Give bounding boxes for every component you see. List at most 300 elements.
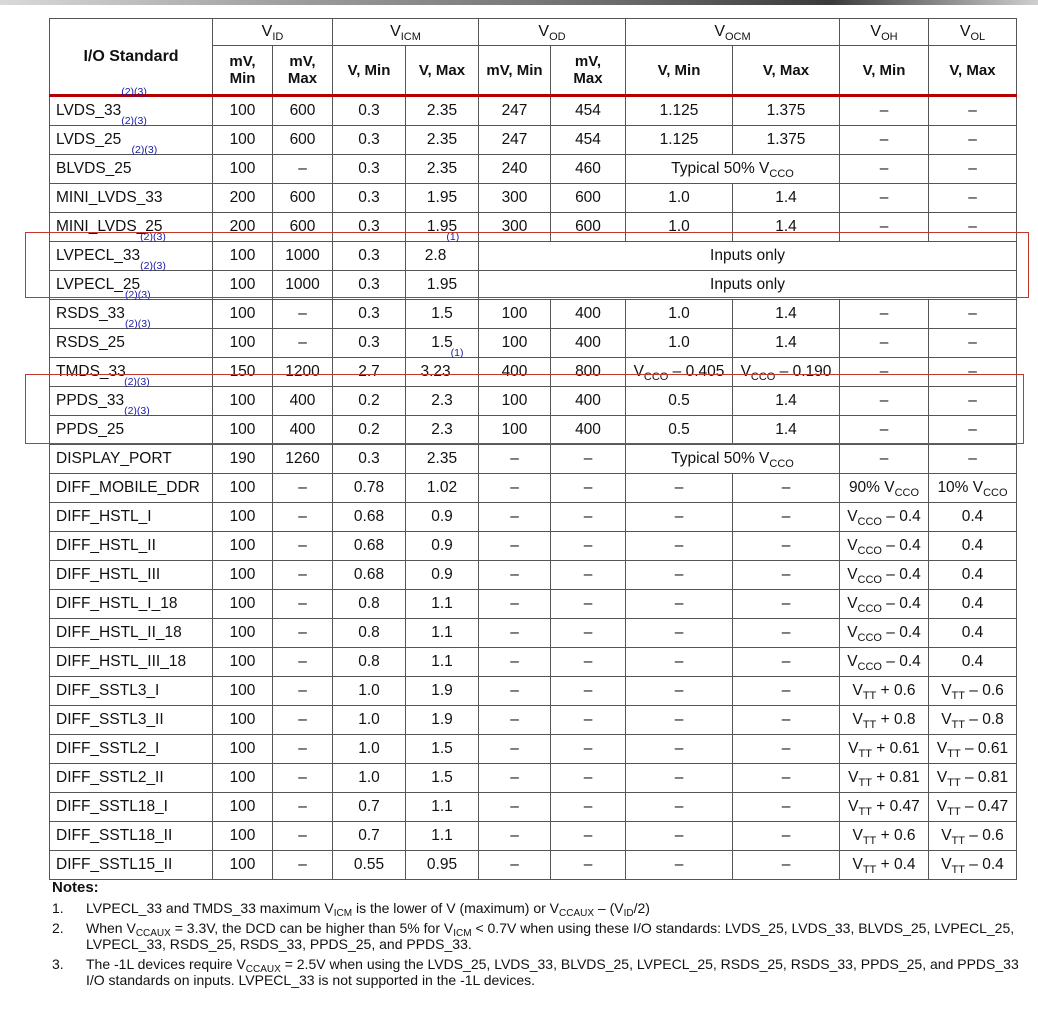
vod-min-cell-value: 247	[501, 131, 528, 148]
io-standard-cell	[50, 532, 213, 561]
voh-min-cell	[840, 184, 929, 213]
vid-max-cell-value: –	[298, 160, 307, 177]
io-standard-cell	[50, 144, 213, 184]
vid-min-cell-value: 100	[229, 740, 256, 757]
vid-max-cell-value: –	[298, 537, 307, 554]
vicm-max-cell-value: 2.35	[426, 102, 458, 119]
vod-max-cell	[551, 300, 626, 329]
vid-min-cell	[213, 300, 273, 329]
vol-max-cell-base: V	[941, 682, 952, 699]
vid-max-cell	[273, 474, 333, 503]
vid-min-cell-value: 100	[229, 247, 256, 264]
vicm-max-cell-value: 1.5	[431, 740, 453, 757]
vocm-span-cell	[626, 155, 840, 184]
vocm-max-cell-value: –	[781, 566, 791, 583]
vocm-max-cell-value: –	[781, 682, 791, 699]
vod-max-cell-value: –	[583, 827, 593, 844]
vod-min-cell-value: –	[510, 740, 519, 757]
vid-max-cell	[273, 416, 333, 445]
vocm-max-cell	[733, 184, 840, 213]
header-vod-max: mV, Max	[551, 46, 626, 96]
vol-max-cell-value: –	[968, 421, 977, 438]
vicm-min-cell-value: 1.0	[358, 711, 380, 728]
vicm-max-cell	[406, 503, 479, 532]
voh-min-cell-subscript: CCO	[857, 516, 882, 528]
vid-min-cell-value: 100	[229, 856, 256, 873]
vod-max-cell	[551, 851, 626, 880]
vod-min-cell	[479, 155, 551, 184]
vid-max-cell-value: –	[298, 740, 307, 757]
vod-min-cell-value: 400	[501, 363, 528, 380]
vod-max-cell-value: –	[583, 856, 593, 873]
vicm-min-cell	[333, 474, 406, 503]
vicm-min-cell-value: 0.8	[358, 595, 380, 612]
voh-min-cell-base: V	[848, 740, 859, 757]
vid-min-cell-value: 100	[229, 595, 256, 612]
vicm-max-cell	[406, 347, 479, 387]
vocm-min-cell-value: –	[674, 711, 684, 728]
voh-min-cell-subscript: CCO	[857, 545, 882, 557]
vocm-max-cell	[733, 619, 840, 648]
vid-max-cell-value: –	[298, 682, 307, 699]
vicm-min-cell-value: 0.3	[358, 305, 380, 322]
vol-max-cell	[929, 677, 1017, 706]
vid-max-cell-value: –	[298, 334, 307, 351]
voh-min-cell	[840, 416, 929, 445]
vol-max-cell	[929, 735, 1017, 764]
vid-max-cell	[273, 764, 333, 793]
vod-min-cell-value: 100	[501, 421, 528, 438]
vol-max-cell	[929, 213, 1017, 242]
vid-max-cell-value: –	[298, 595, 307, 612]
voh-min-cell	[840, 387, 929, 416]
voh-min-cell-base: V	[847, 595, 858, 612]
voh-min-cell-tail: – 0.4	[882, 537, 921, 554]
table-row	[50, 735, 1017, 764]
vod-max-cell	[551, 648, 626, 677]
vod-max-cell	[551, 155, 626, 184]
note-subscript: CCAUX	[135, 928, 171, 939]
vicm-max-cell-value: 2.3	[431, 421, 453, 438]
vicm-max-cell-value: 1.1	[431, 653, 453, 670]
note-text-run: = 2.5V when using the LVDS_25, LVDS_33, BLVDS_25, LVPECL_25, RSDS_25, RSDS_33, PPDS_25, and PPDS_33 I/O standards on inputs. LVPECL_33 is not supported in the -1L devices.	[86, 956, 1019, 988]
vid-max-cell-value: –	[298, 827, 307, 844]
vicm-max-cell	[406, 329, 479, 358]
vid-min-cell	[213, 677, 273, 706]
io-standard-name: PPDS_33	[56, 392, 125, 409]
vicm-min-cell	[333, 416, 406, 445]
table-row	[50, 155, 1017, 184]
vocm-max-cell-value: –	[781, 624, 791, 641]
vocm-min-cell	[626, 387, 733, 416]
io-standard-name: MINI_LVDS_33	[56, 189, 163, 206]
vol-max-cell-base: V	[936, 798, 948, 815]
vod-max-cell-value: 400	[575, 334, 601, 351]
io-standard-name: DIFF_SSTL2_II	[56, 769, 164, 786]
vod-min-cell-value: 300	[501, 218, 528, 235]
voh-min-cell-value: –	[879, 392, 889, 409]
vocm-min-cell-value: 1.0	[668, 334, 690, 351]
vol-max-cell-value: 0.4	[961, 653, 984, 670]
vid-max-cell	[273, 242, 333, 271]
vid-min-cell-value: 100	[229, 769, 256, 786]
vicm-min-cell	[333, 213, 406, 242]
vid-max-cell	[273, 358, 333, 387]
table-row	[50, 532, 1017, 561]
vicm-min-cell	[333, 735, 406, 764]
header-vid-max: mV, Max	[273, 46, 333, 96]
vid-max-cell-value: –	[298, 479, 307, 496]
vol-max-cell	[929, 96, 1017, 126]
vol-max-cell	[929, 445, 1017, 474]
vocm-min-cell-value: 1.0	[668, 305, 690, 322]
vicm-max-cell-value: 0.95	[426, 856, 458, 873]
vicm-max-cell-value: 0.9	[431, 566, 453, 583]
vid-min-cell	[213, 184, 273, 213]
vocm-min-cell	[626, 329, 733, 358]
io-standard-name: DIFF_SSTL3_II	[56, 711, 164, 728]
vid-max-cell-value: 600	[289, 131, 316, 148]
vol-max-cell	[929, 822, 1017, 851]
vod-max-cell-value: –	[583, 740, 593, 757]
header-voh-min: V, Min	[840, 46, 929, 96]
vid-min-cell	[213, 735, 273, 764]
voh-min-cell-tail: + 0.8	[876, 711, 916, 728]
table-row	[50, 561, 1017, 590]
io-standard-cell	[50, 648, 213, 677]
vid-max-cell-value: 1000	[285, 247, 320, 264]
voh-min-cell	[840, 706, 929, 735]
vicm-min-cell	[333, 532, 406, 561]
vicm-min-cell	[333, 677, 406, 706]
voh-min-cell-tail: + 0.81	[871, 769, 920, 786]
io-standard-name: DIFF_HSTL_I	[56, 508, 152, 525]
vid-min-cell	[213, 706, 273, 735]
vocm-min-cell-tail: – 0.405	[668, 363, 725, 380]
vid-min-cell	[213, 648, 273, 677]
header-vicm: $V_{ICM}$	[333, 19, 479, 46]
vol-max-cell-value: –	[968, 450, 977, 467]
vol-max-cell-base: V	[936, 740, 948, 757]
vid-min-cell	[213, 387, 273, 416]
vicm-min-cell-value: 0.3	[358, 218, 380, 235]
vicm-max-cell	[406, 155, 479, 184]
vocm-max-cell	[733, 590, 840, 619]
vid-max-cell	[273, 677, 333, 706]
vod-min-cell	[479, 126, 551, 155]
vol-max-cell-value: 0.4	[961, 595, 984, 612]
note-item	[52, 920, 1027, 952]
note-item	[52, 956, 1027, 988]
vocm-min-cell	[626, 648, 733, 677]
note-number: 2.	[52, 920, 64, 936]
vol-max-cell	[929, 648, 1017, 677]
vicm-max-cell-value: 1.02	[426, 479, 458, 496]
vicm-min-cell	[333, 300, 406, 329]
vid-max-cell-value: 600	[289, 189, 316, 206]
vid-min-cell-value: 100	[229, 392, 256, 409]
note-text-run: /2)	[633, 900, 650, 916]
vol-max-cell	[929, 416, 1017, 445]
io-standard-name: RSDS_33	[56, 305, 125, 322]
table-row	[50, 503, 1017, 532]
vod-min-cell-value: 100	[501, 392, 528, 409]
voh-min-cell-tail: + 0.4	[876, 856, 916, 873]
vocm-min-cell	[626, 474, 733, 503]
vol-max-cell-value: –	[968, 218, 977, 235]
vocm-max-cell	[733, 126, 840, 155]
io-standard-name: LVPECL_25	[56, 276, 141, 293]
header-vid-min: mV, Min	[213, 46, 273, 96]
vocm-min-cell-value: –	[674, 682, 684, 699]
table-row	[50, 648, 1017, 677]
voh-min-cell-value: –	[879, 305, 889, 322]
note-subscript: ID	[623, 908, 634, 919]
vocm-max-cell	[733, 474, 840, 503]
vod-min-cell-value: 247	[501, 102, 528, 119]
voh-min-cell-subscript: TT	[862, 690, 877, 702]
voh-min-cell-value: –	[879, 218, 889, 235]
vid-max-cell-value: –	[298, 624, 307, 641]
vod-min-cell-value: –	[510, 711, 519, 728]
vol-max-cell-value: 0.4	[961, 624, 984, 641]
vicm-min-cell-value: 0.3	[358, 334, 380, 351]
vol-max-cell-value: 0.4	[961, 508, 984, 525]
vod-max-cell	[551, 822, 626, 851]
vid-min-cell-value: 100	[229, 537, 256, 554]
vod-max-cell-value: –	[583, 769, 593, 786]
vod-max-cell-value: 400	[575, 392, 601, 409]
vod-min-cell-value: –	[510, 479, 519, 496]
voh-min-cell	[840, 648, 929, 677]
vod-max-cell-value: 600	[575, 218, 601, 235]
vocm-min-cell	[626, 213, 733, 242]
vocm-max-cell-value: 1.4	[775, 189, 797, 206]
vod-min-cell	[479, 416, 551, 445]
voh-min-cell	[840, 300, 929, 329]
vid-min-cell-value: 190	[229, 450, 256, 467]
vicm-min-cell-value: 0.78	[353, 479, 385, 496]
vicm-min-cell-value: 0.3	[358, 450, 380, 467]
vicm-max-cell	[406, 793, 479, 822]
vod-min-cell	[479, 793, 551, 822]
vod-min-cell	[479, 96, 551, 126]
vol-max-cell-tail: – 0.8	[965, 711, 1004, 728]
vod-min-cell	[479, 358, 551, 387]
vocm-min-cell-value: 0.5	[668, 421, 690, 438]
vol-max-cell	[929, 155, 1017, 184]
window-top-bar	[0, 0, 1038, 5]
vocm-max-cell	[733, 851, 840, 880]
vicm-max-cell	[406, 677, 479, 706]
vol-max-cell	[929, 329, 1017, 358]
io-standard-cell	[50, 590, 213, 619]
vid-min-cell-value: 100	[229, 682, 256, 699]
vicm-min-cell	[333, 764, 406, 793]
vicm-max-cell-value: 1.1	[431, 798, 453, 815]
io-standard-cell	[50, 503, 213, 532]
vid-max-cell-value: 400	[289, 392, 316, 409]
vocm-min-cell	[626, 851, 733, 880]
vocm-min-cell	[626, 126, 733, 155]
vocm-min-cell-value: –	[674, 856, 684, 873]
vicm-max-cell	[406, 126, 479, 155]
vid-max-cell-value: 1000	[285, 276, 320, 293]
vid-min-cell-value: 100	[229, 508, 256, 525]
table-row	[50, 213, 1017, 242]
vocm-max-cell-value: –	[781, 856, 791, 873]
vod-max-cell-value: –	[583, 479, 593, 496]
voh-min-cell	[840, 793, 929, 822]
vocm-min-cell-value: 1.0	[668, 218, 690, 235]
notes-heading: Notes:	[52, 879, 99, 896]
vocm-max-cell-value: –	[781, 595, 791, 612]
vocm-max-cell	[733, 503, 840, 532]
header-vocm-max: V, Max	[733, 46, 840, 96]
voh-min-cell-base: V	[852, 827, 863, 844]
vicm-max-cell	[406, 851, 479, 880]
voh-min-cell-base: V	[848, 769, 859, 786]
note-text-run: < 0.7V when using these I/O standards: LVDS_25, LVDS_33, BLVDS_25, LVPECL_25, LVPECL_33, RSDS_25, RSDS_33, PPDS_25, and PPDS_33.	[86, 920, 1015, 952]
vid-max-cell-value: –	[298, 566, 307, 583]
vocm-min-cell-value: –	[674, 798, 684, 815]
vod-max-cell	[551, 503, 626, 532]
vocm-span-text: Typical 50% V	[671, 450, 770, 467]
vod-max-cell-value: –	[583, 450, 593, 467]
vicm-max-cell	[406, 416, 479, 445]
vid-max-cell-value: –	[298, 711, 307, 728]
vocm-max-cell	[733, 706, 840, 735]
vocm-min-cell	[626, 416, 733, 445]
io-standard-cell	[50, 405, 213, 445]
footnote-ref: (2)(3)	[121, 86, 147, 98]
vod-max-cell-value: –	[583, 682, 593, 699]
vicm-max-cell	[406, 445, 479, 474]
vicm-min-cell	[333, 793, 406, 822]
vicm-max-cell-value: 1.95	[426, 189, 458, 206]
vid-min-cell-value: 200	[229, 218, 256, 235]
vicm-max-cell	[406, 213, 479, 242]
vocm-min-cell-value: –	[674, 595, 684, 612]
vocm-min-cell-value: –	[674, 653, 684, 670]
vocm-max-cell	[733, 96, 840, 126]
vicm-min-cell	[333, 96, 406, 126]
footnote-ref: (1)	[450, 347, 464, 359]
vocm-min-cell	[626, 706, 733, 735]
vocm-min-cell	[626, 300, 733, 329]
io-standard-cell	[50, 318, 213, 358]
vicm-min-cell-value: 0.7	[358, 798, 380, 815]
vocm-span-text: Typical 50% V	[671, 160, 770, 177]
vocm-min-cell	[626, 764, 733, 793]
vod-min-cell-value: 300	[501, 189, 528, 206]
vocm-span-cell	[626, 445, 840, 474]
voh-min-cell-base: V	[847, 624, 858, 641]
table-row	[50, 474, 1017, 503]
voh-min-cell-value: –	[879, 189, 889, 206]
vicm-max-cell	[406, 387, 479, 416]
io-standard-name: DISPLAY_PORT	[56, 450, 172, 467]
io-standard-cell	[50, 851, 213, 880]
vocm-max-cell-value: –	[781, 653, 791, 670]
differential-io-spec-table	[49, 18, 1017, 880]
header-vol: $V_{OL}$	[929, 19, 1017, 46]
voh-min-cell-value: –	[879, 160, 889, 177]
voh-min-cell	[840, 474, 929, 503]
vocm-min-cell	[626, 96, 733, 126]
vocm-max-cell-value: 1.375	[766, 102, 806, 119]
vod-min-cell-value: –	[510, 653, 519, 670]
vid-min-cell	[213, 822, 273, 851]
vol-max-cell-subscript: CCO	[983, 487, 1008, 499]
io-standard-cell	[50, 764, 213, 793]
vod-min-cell	[479, 184, 551, 213]
vicm-max-cell-value: 3.23	[420, 363, 451, 380]
io-standard-name: DIFF_MOBILE_DDR	[56, 479, 200, 496]
vod-min-cell-value: –	[510, 827, 519, 844]
vicm-max-cell	[406, 706, 479, 735]
vicm-min-cell	[333, 126, 406, 155]
vid-min-cell-value: 100	[229, 305, 256, 322]
footnote-ref: (2)(3)	[124, 405, 150, 417]
vol-max-cell-value: –	[968, 131, 977, 148]
vicm-max-cell-value: 2.35	[426, 131, 458, 148]
vicm-min-cell-value: 0.2	[358, 421, 380, 438]
vod-min-cell	[479, 764, 551, 793]
vol-max-cell	[929, 561, 1017, 590]
io-standard-name: DIFF_SSTL15_II	[56, 856, 173, 873]
note-text-run: LVPECL_33 and TMDS_33 maximum V	[86, 900, 334, 916]
table-row	[50, 851, 1017, 880]
note-item	[52, 900, 1027, 919]
vod-max-cell	[551, 764, 626, 793]
vocm-min-cell-value: 0.5	[668, 392, 690, 409]
vicm-max-cell	[406, 474, 479, 503]
vocm-max-cell	[733, 532, 840, 561]
vod-max-cell	[551, 96, 626, 126]
vicm-max-cell	[406, 619, 479, 648]
vocm-min-cell-value: 1.0	[668, 189, 690, 206]
vicm-min-cell	[333, 184, 406, 213]
voh-min-cell	[840, 561, 929, 590]
vicm-min-cell-value: 0.8	[358, 624, 380, 641]
vid-max-cell	[273, 213, 333, 242]
voh-min-cell	[840, 358, 929, 387]
vicm-max-cell-value: 2.35	[426, 160, 458, 177]
vol-max-cell-value: –	[968, 102, 977, 119]
vocm-max-cell	[733, 822, 840, 851]
vocm-min-cell	[626, 358, 733, 387]
vol-max-cell	[929, 532, 1017, 561]
vod-min-cell-value: –	[510, 856, 519, 873]
note-text-run: The -1L devices require V	[86, 956, 246, 972]
header-vol-max: V, Max	[929, 46, 1017, 96]
vid-max-cell-value: 600	[289, 102, 316, 119]
io-standard-cell	[50, 619, 213, 648]
vocm-min-cell-value: –	[674, 769, 684, 786]
vicm-min-cell-value: 0.68	[353, 508, 385, 525]
vid-max-cell-value: –	[298, 769, 307, 786]
notes-list	[52, 900, 1027, 988]
vid-max-cell-value: –	[298, 856, 307, 873]
vid-min-cell-value: 100	[229, 479, 256, 496]
vod-max-cell-value: –	[583, 508, 593, 525]
vol-max-cell-subscript: TT	[947, 748, 961, 760]
voh-min-cell	[840, 155, 929, 184]
vod-min-cell	[479, 822, 551, 851]
vid-max-cell	[273, 271, 333, 300]
footnote-ref: (2)(3)	[124, 318, 151, 330]
